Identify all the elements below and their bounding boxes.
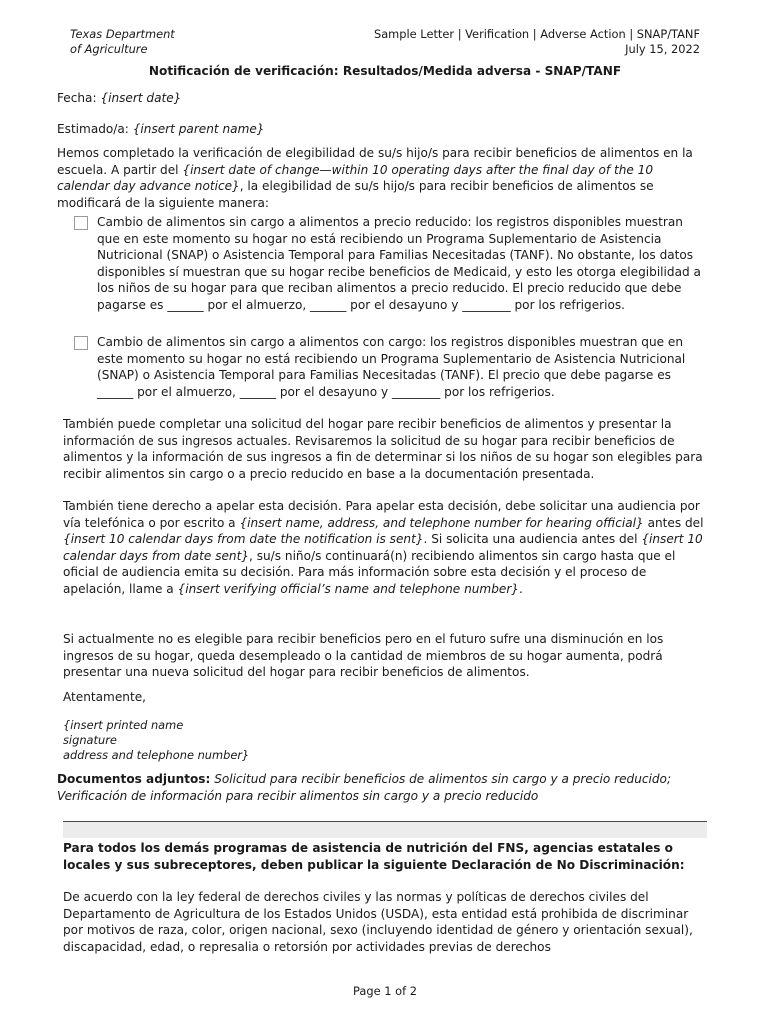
reduced-price-checkbox[interactable] (74, 216, 88, 230)
closing: Atentamente, (63, 690, 146, 704)
appeal-text-5: . (519, 581, 523, 596)
hearing-deadline-placeholder: {insert 10 calendar days from date sent} (63, 532, 703, 563)
greeting-line (57, 121, 702, 138)
date-placeholder: {insert date} (100, 91, 182, 105)
document-type: Sample Letter | Verification | Adverse Action | SNAP/TANF (373, 27, 700, 41)
nondiscrimination-body: De acuerdo con la ley federal de derechos civiles y las normas y políticas de derechos civiles del Departamento de Agricultura de los Estados Unidos (USDA), esta entidad está prohibida de discriminar por motivos de raza, color, origen nacional, sexo (incluyendo identidad de género y orientación sexual), discapacidad, edad, o represalia o retorsión por actividades previas de derechos (63, 890, 693, 954)
page-title: Notificación de verificación: Resultados/Medida adversa - SNAP/TANF (148, 64, 622, 78)
greeting-label: Estimado/a: (57, 122, 133, 136)
future-eligibility-paragraph: Si actualmente no es elegible para recibir beneficios pero en el futuro sufre una disminución en los ingresos de su hogar, queda desempleado o la cantidad de miembros de su hogar aumenta, podrá presentar una nueva solicitud del hogar para recibir beneficios de alimentos. (63, 632, 664, 680)
parent-name-placeholder: {insert parent name} (132, 122, 265, 136)
appeal-text-2: antes del (643, 515, 704, 530)
signature-line-3: address and telephone number} (63, 748, 250, 762)
intro-text-1: Hemos completado la verificación de elegibilidad de su/s hijo/s para recibir beneficios de alimentos en la escuela. A partir del (57, 146, 693, 177)
intro-text-2: , la elegibilidad de su/s hijo/s para recibir beneficios de alimentos se modificará de la siguiente manera: (57, 179, 654, 210)
option-reduced-price-text: Cambio de alimentos sin cargo a alimentos a precio reducido: los registros disponibles muestran que en este momento su hogar no está recibiendo un Programa Suplementario de Asistencia Nutricional (SNAP) o Asistencia Temporal para Familias Necesitadas (TANF). No obstante, los datos disponibles sí muestran que su hogar recibe beneficios de Medicaid, y esto les otorga elegibilidad a los niños de su hogar para que reciban alimentos a precio reducido. El precio reducido que debe pagarse es ______ por el almuerzo, ______ por el desayuno y ________ por los refrigerios. (97, 215, 701, 312)
attachments-label: Documentos adjuntos: (57, 772, 211, 786)
page-number: Page 1 of 2 (353, 984, 417, 998)
signature-line-2: signature (63, 733, 117, 747)
paid-checkbox[interactable] (74, 336, 88, 350)
appeal-text-3: . Si solicita una audiencia antes del (423, 532, 642, 547)
appeal-text-1: También tiene derecho a apelar esta decisión. Para apelar esta decisión, debe solicitar una audiencia por vía telefónica o por escrito a (63, 499, 700, 530)
intro-paragraph (57, 145, 705, 211)
appeal-text-4: , su/s niño/s continuará(n) recibiendo alimentos sin cargo hasta que el oficial de audiencia emita su decisión. Para más información sobre esta decisión y el proceso de apelación, llame a (63, 548, 676, 596)
hearing-official-placeholder: {insert name, address, and telephone number for hearing official} (239, 515, 644, 530)
change-date-placeholder: {insert date of change—within 10 operating days after the final day of the 10 calendar day advance notice} (57, 162, 654, 194)
document-date: July 15, 2022 (625, 42, 700, 56)
signature-line-1: {insert printed name (63, 718, 184, 732)
option-paid-text: Cambio de alimentos sin cargo a alimentos con cargo: los registros disponibles muestran que en este momento su hogar no está recibiendo un Programa Suplementario de Asistencia Nutricional (SNAP) o Asistencia Temporal para Familias Necesitadas (TANF). El precio que debe pagarse es ______ por el almuerzo, ______ por el desayuno y ________ por los refrigerios. (97, 335, 686, 399)
attachments (57, 771, 717, 804)
nondiscrimination-heading: Para todos los demás programas de asistencia de nutrición del FNS, agencias estatales o locales y sus subreceptores, deben publicar la siguiente Declaración de No Discriminación: (63, 841, 685, 872)
section-divider (63, 821, 707, 838)
appeal-deadline-placeholder: {insert 10 calendar days from date the notification is sent} (63, 532, 424, 547)
agency-name (70, 27, 175, 57)
agency-line-1: Texas Department (70, 27, 175, 41)
date-line (57, 90, 702, 107)
date-label: Fecha: (57, 91, 101, 105)
signature-block (63, 718, 249, 763)
document-header (374, 27, 700, 57)
agency-line-2: of Agriculture (70, 42, 148, 56)
application-paragraph: También puede completar una solicitud del hogar pare recibir beneficios de alimentos y presentar la información de sus ingresos actuales. Revisaremos la solicitud de su hogar para recibir beneficios de alimentos y la información de sus ingresos a fin de determinar si los niños de su hogar son elegibles para recibir alimentos sin cargo o a precio reducido en base a la documentación presentada. (63, 417, 703, 481)
attachments-list: Solicitud para recibir beneficios de alimentos sin cargo y a precio reducido; Verificación de información para recibir alimentos sin cargo y a precio reducido (57, 772, 672, 803)
appeal-paragraph (63, 498, 705, 598)
verifying-official-placeholder: {insert verifying official’s name and telephone number} (177, 581, 519, 596)
